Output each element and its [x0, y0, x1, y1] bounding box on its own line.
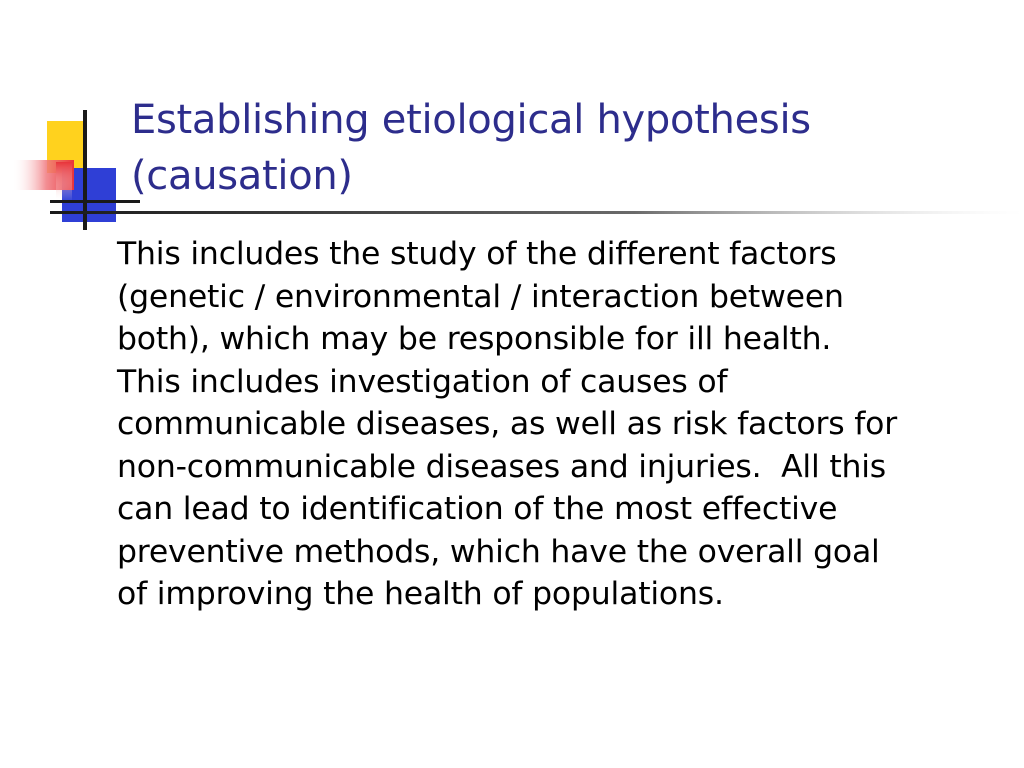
slide-title-line-2: (causation) — [131, 153, 353, 199]
body-line-9: of improving the health of populations. — [117, 576, 724, 612]
slide-title-line-1: Establishing etiological hypothesis — [131, 97, 811, 143]
body-line-6: non-communicable diseases and injuries. All this — [117, 448, 887, 485]
slide-title — [131, 92, 991, 204]
body-line-8: preventive methods, which have the overall goal — [117, 533, 880, 570]
body-line-4: This includes investigation of causes of — [117, 363, 728, 400]
deco-red-fade — [56, 162, 72, 202]
body-line-5: communicable diseases, as well as risk factors for — [117, 406, 897, 442]
decorative-corner-emblem — [0, 0, 140, 240]
body-line-2: (genetic / environmental / interaction between — [117, 278, 844, 315]
body-line-1: This includes the study of the different factors — [117, 236, 837, 272]
body-line-3: both), which may be responsible for ill health. — [117, 321, 832, 357]
slide-body-paragraph — [117, 233, 1007, 616]
body-line-7: can lead to identification of the most effective — [117, 491, 838, 527]
